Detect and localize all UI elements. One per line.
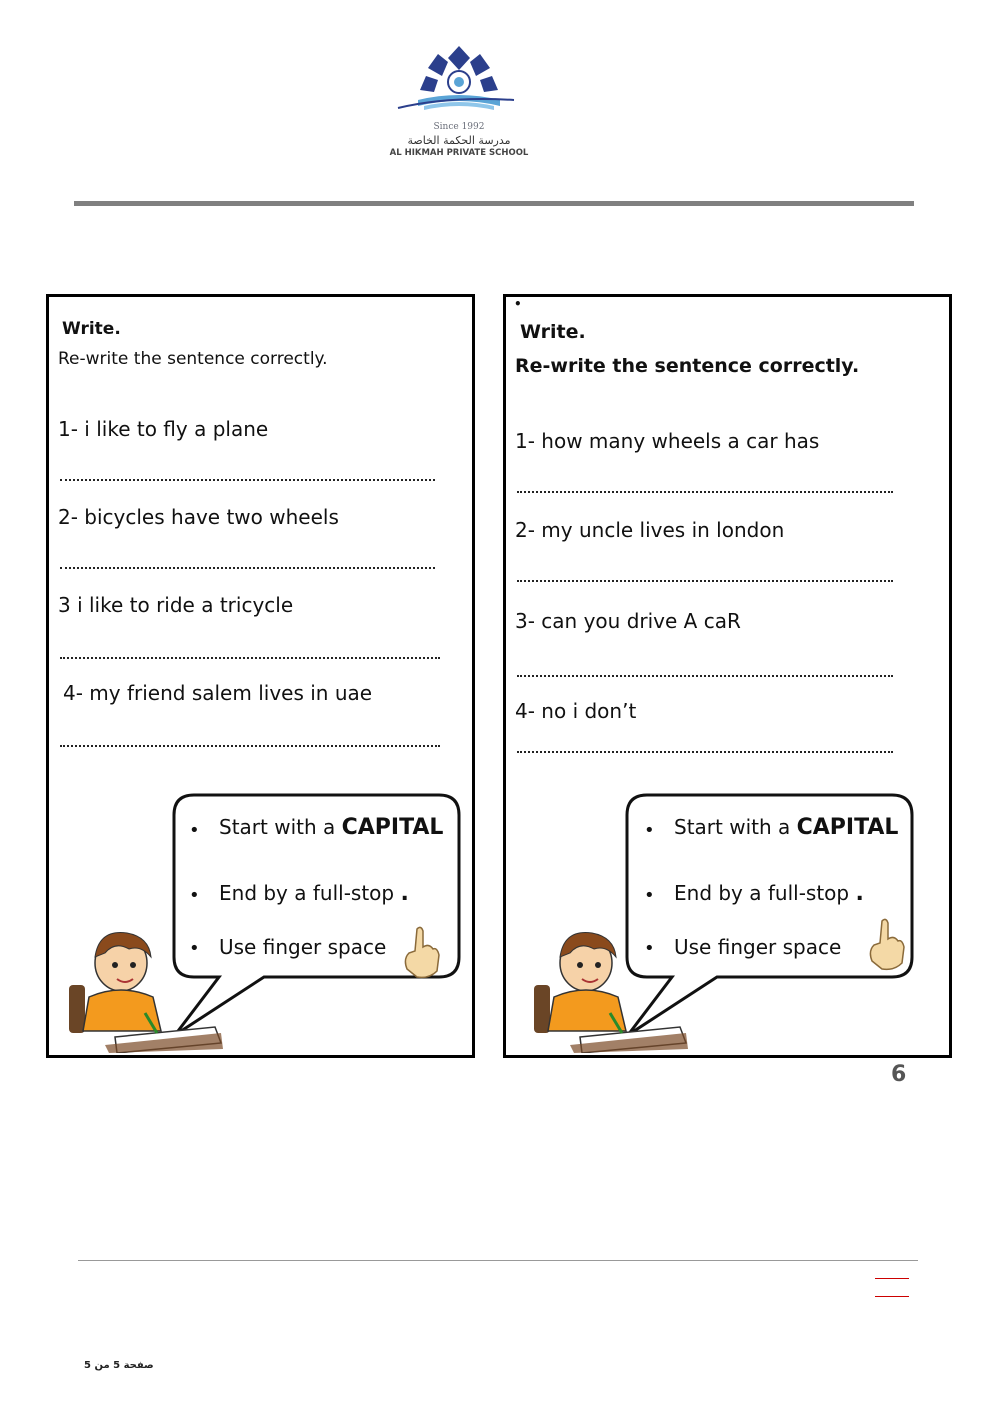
tip-bullet: • bbox=[189, 885, 200, 906]
sentence-3: 3- can you drive A caR bbox=[515, 609, 741, 633]
answer-line-4[interactable] bbox=[60, 745, 440, 747]
tip-capital-word: CAPITAL bbox=[796, 815, 899, 840]
answer-line-2[interactable] bbox=[60, 567, 435, 569]
panel-instruction: Re-write the sentence correctly. bbox=[515, 355, 860, 377]
sentence-1: 1- i like to fly a plane bbox=[58, 417, 269, 441]
tip-full-stop-mark: . bbox=[855, 881, 864, 906]
sentence-2: 2- my uncle lives in london bbox=[515, 518, 785, 542]
answer-line-1[interactable] bbox=[517, 491, 893, 493]
footer-red-mark bbox=[875, 1296, 909, 1297]
tip-bullet: • bbox=[644, 938, 655, 959]
tip-full-stop-mark: . bbox=[400, 881, 409, 906]
tip-capital-text: Start with a bbox=[674, 815, 797, 839]
school-logo bbox=[388, 44, 530, 162]
boy-writing-illustration bbox=[530, 927, 690, 1053]
logo-school-name-english: AL HIKMAH PRIVATE SCHOOL bbox=[389, 148, 529, 158]
panel-title: Write. bbox=[62, 319, 121, 339]
logo-school-name-arabic: مدرسة الحكمة الخاصة bbox=[407, 134, 511, 147]
sentence-4: 4- no i don’t bbox=[515, 699, 637, 723]
tip-full-stop bbox=[674, 881, 864, 906]
sentence-3: 3 i like to ride a tricycle bbox=[58, 593, 294, 617]
tip-full-stop-text: End by a full-stop bbox=[674, 881, 850, 905]
tip-bullet: • bbox=[189, 938, 200, 959]
answer-line-2[interactable] bbox=[517, 580, 893, 582]
answer-line-3[interactable] bbox=[60, 657, 440, 659]
tip-capital bbox=[219, 815, 443, 840]
answer-line-3[interactable] bbox=[517, 675, 893, 677]
sentence-4: 4- my friend salem lives in uae bbox=[63, 681, 373, 705]
tip-capital-word: CAPITAL bbox=[341, 815, 444, 840]
sentence-1: 1- how many wheels a car has bbox=[515, 429, 820, 453]
panel-title: Write. bbox=[520, 321, 586, 343]
panel-marker: • bbox=[514, 297, 522, 311]
tip-bullet: • bbox=[189, 820, 200, 841]
logo-since-text: Since 1992 bbox=[433, 122, 485, 132]
tip-full-stop-text: End by a full-stop bbox=[219, 881, 395, 905]
tip-finger-space: Use finger space bbox=[219, 935, 387, 959]
logo-emblem-icon bbox=[388, 44, 530, 124]
footer-divider bbox=[78, 1260, 918, 1261]
header-divider bbox=[74, 201, 914, 206]
tip-full-stop bbox=[219, 881, 409, 906]
pointing-finger-icon bbox=[864, 915, 908, 975]
page-number: 6 bbox=[891, 1062, 907, 1087]
answer-line-1[interactable] bbox=[60, 479, 435, 481]
answer-line-4[interactable] bbox=[517, 751, 893, 753]
sentence-2: 2- bicycles have two wheels bbox=[58, 505, 339, 529]
boy-writing-illustration bbox=[65, 927, 225, 1053]
tip-capital-text: Start with a bbox=[219, 815, 342, 839]
tip-finger-space: Use finger space bbox=[674, 935, 842, 959]
tip-bullet: • bbox=[644, 820, 655, 841]
worksheet-panel-left bbox=[46, 294, 475, 1058]
tip-capital bbox=[674, 815, 898, 840]
panel-instruction: Re-write the sentence correctly. bbox=[58, 349, 328, 369]
footer-red-mark bbox=[875, 1278, 909, 1279]
tip-bullet: • bbox=[644, 885, 655, 906]
page-info: صفحة 5 من 5 bbox=[84, 1360, 154, 1371]
worksheet-panel-right bbox=[503, 294, 952, 1058]
pointing-finger-icon bbox=[399, 923, 443, 979]
